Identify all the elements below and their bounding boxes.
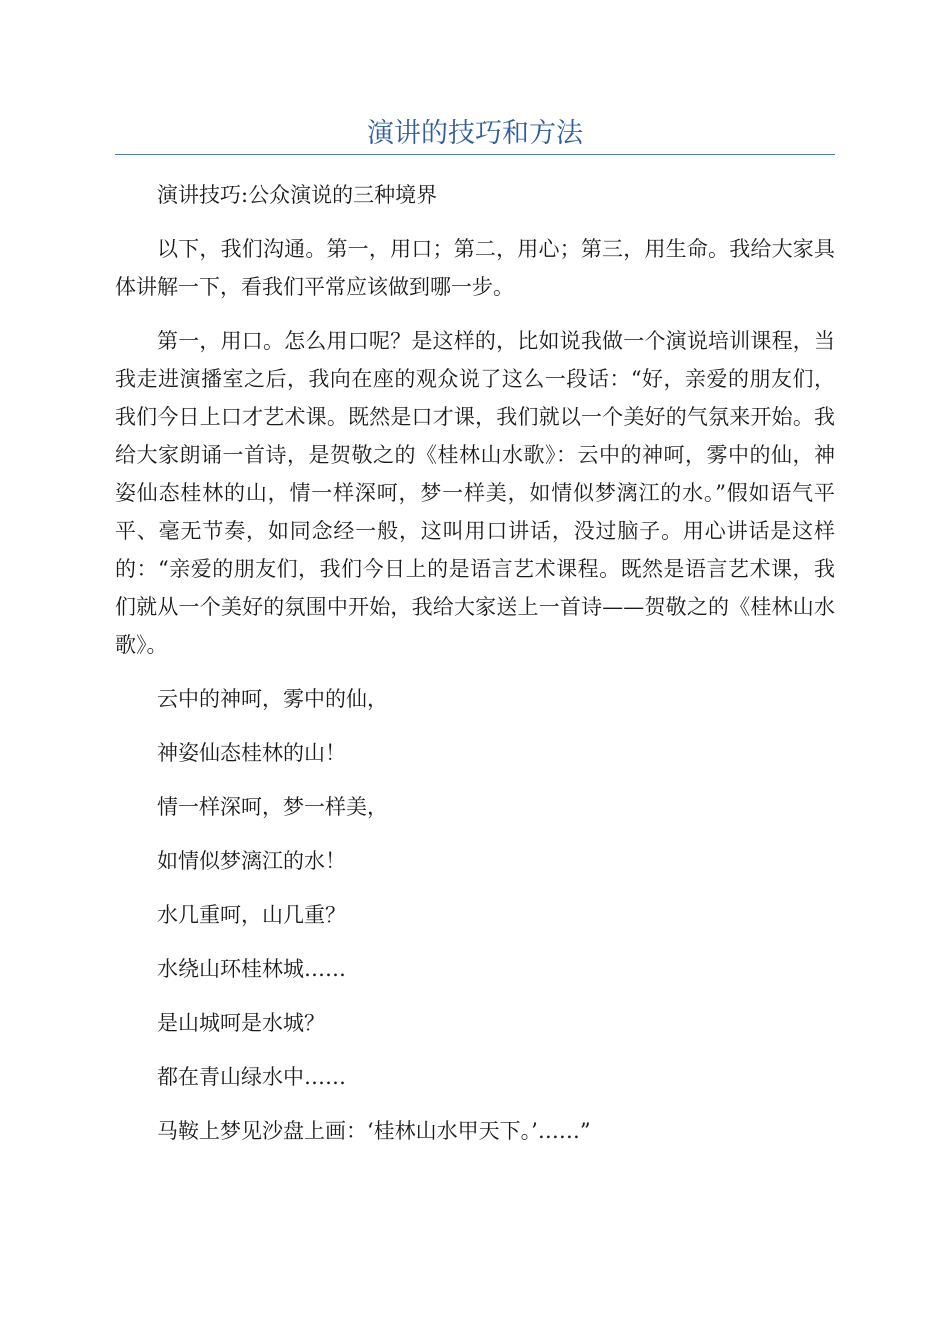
poem-verse: 云中的神呵，雾中的仙， — [157, 687, 388, 711]
poem-verse: 都在青山绿水中…… — [157, 1065, 346, 1089]
poem-block — [115, 680, 835, 1150]
paragraph-intro: 以下，我们沟通。第一，用口；第二，用心；第三，用生命。我给大家具体讲解一下，看我们平常应该做到哪一步。 — [115, 237, 835, 299]
paragraph-use-mouth: 第一，用口。怎么用口呢？是这样的，比如说我做一个演说培训课程，当我走进演播室之后，我向在座的观众说了这么一段话：“好，亲爱的朋友们，我们今日上口才艺术课。既然是口才课，我们就以一个美好的气氛来开始。我给大家朗诵一首诗，是贺敬之的《桂林山水歌》：云中的神呵，雾中的仙，神姿仙态桂林的山，情一样深呵，梦一样美，如情似梦漓江的水。”假如语气平平、毫无节奏，如同念经一般，这叫用口讲话，没过脑子。用心讲话是这样的：“亲爱的朋友们，我们今日上的是语言艺术课程。既然是语言艺术课，我们就从一个美好的氛围中开始，我给大家送上一首诗——贺敬之的《桂林山水歌》。 — [115, 329, 835, 657]
poem-verse: 水绕山环桂林城…… — [157, 957, 346, 981]
document-body — [115, 176, 835, 1166]
poem-verse: 情一样深呵，梦一样美， — [157, 795, 388, 819]
poem-verse: 是山城呵是水城？ — [157, 1011, 325, 1035]
section-heading: 演讲技巧:公众演说的三种境界 — [157, 183, 438, 207]
poem-verse: 如情似梦漓江的水！ — [157, 849, 346, 873]
poem-verse: 马鞍上梦见沙盘上画：‘桂林山水甲天下。’……” — [157, 1119, 591, 1143]
document-title: 演讲的技巧和方法 — [367, 118, 583, 149]
poem-verse: 水几重呵，山几重？ — [157, 903, 346, 927]
title-underline — [115, 154, 835, 155]
poem-verse: 神姿仙态桂林的山！ — [157, 741, 346, 765]
